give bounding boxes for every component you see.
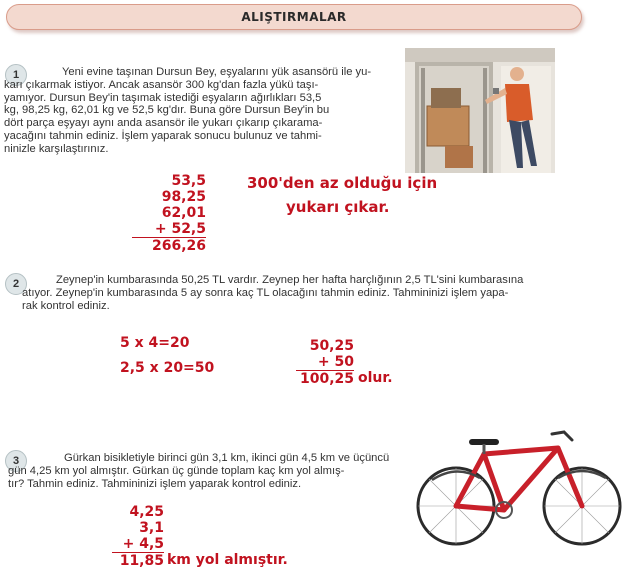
problem-1-line: ninizle karşılaştırınız.	[4, 142, 109, 155]
bicycle-illustration	[412, 418, 627, 553]
problem-2-addend: 50,25	[309, 338, 354, 354]
problem-3-addend: + 4,5	[112, 536, 164, 553]
problem-1-sum: 266,26	[151, 238, 206, 254]
problem-2-addition	[296, 338, 354, 387]
problem-1-addend: 62,01	[161, 205, 206, 221]
section-header	[6, 4, 582, 30]
problem-1-addition	[132, 173, 206, 254]
problem-number-1: 1	[5, 64, 27, 86]
problem-2-sum: 100,25	[299, 371, 354, 387]
problem-1-line: karı çıkarmak istiyor. Ancak asansör 300 kg'dan fazla yükü taşı-	[4, 78, 319, 91]
problem-3-addition	[112, 504, 164, 569]
problem-2-mult-2: 2,5 x 20=50	[120, 360, 215, 376]
problem-1-line: yacağını tahmin ediniz. İşlem yaparak sonucu bulunuz ve tahmi-	[4, 129, 322, 142]
problem-1-line: kg, 98,25 kg, 62,01 kg ve 52,5 kg'dır. Buna göre Dursun Bey'in bu	[4, 104, 330, 117]
problem-3-sum: 11,85	[119, 553, 164, 569]
problem-1-answer-line1: 300'den az olduğu için	[247, 174, 438, 192]
problem-2-line: atıyor. Zeynep'in kumbarasında 5 ay sonra kaç TL olacağını tahmin ediniz. Tahmininizi işlem yapa-	[22, 286, 509, 299]
section-title: ALIŞTIRMALAR	[241, 10, 347, 24]
problem-1-addend: 98,25	[161, 189, 206, 205]
problem-1-line: Yeni evine taşınan Dursun Bey, eşyalarını yük asansörü ile yu-	[62, 66, 372, 78]
problem-1-line: dört parça eşyayı aynı anda asansör ile yukarı çıkarıp çıkarama-	[4, 117, 323, 130]
problem-1-addend: + 52,5	[132, 221, 206, 238]
problem-1-addend: 53,5	[171, 173, 206, 189]
problem-2-mult-1: 5 x 4=20	[120, 335, 190, 351]
problem-3-suffix: km yol almıştır.	[167, 552, 288, 568]
problem-2-line: rak kontrol ediniz.	[22, 299, 110, 312]
problem-number-3: 3	[5, 450, 27, 472]
problem-3-line: Gürkan bisikletiyle birinci gün 3,1 km, ikinci gün 4,5 km ve üçüncü	[64, 452, 390, 464]
problem-3-addend: 4,25	[129, 504, 164, 520]
problem-number-2: 2	[5, 273, 27, 295]
problem-3-line: gün 4,25 km yol almıştır. Gürkan üç günde toplam kaç km yol almış-	[8, 464, 345, 477]
problem-2-addend: + 50	[296, 354, 354, 371]
problem-1-answer-line2: yukarı çıkar.	[286, 198, 390, 216]
problem-3-text	[8, 452, 408, 490]
problem-1-text	[4, 66, 396, 156]
problem-3-line: tır? Tahmin ediniz. Tahmininizi işlem yaparak kontrol ediniz.	[8, 477, 302, 490]
problem-1-line: yamıyor. Dursun Bey'in taşımak istediği eşyaların ağırlıkları 53,5	[4, 91, 322, 104]
problem-2-suffix: olur.	[358, 370, 393, 386]
problem-2-line: Zeynep'in kumbarasında 50,25 TL vardır. Zeynep her hafta harçlığının 2,5 TL'sini kumbarasına	[56, 274, 524, 286]
elevator-illustration	[405, 48, 555, 173]
problem-2-text	[8, 274, 608, 312]
problem-3-addend: 3,1	[139, 520, 164, 536]
